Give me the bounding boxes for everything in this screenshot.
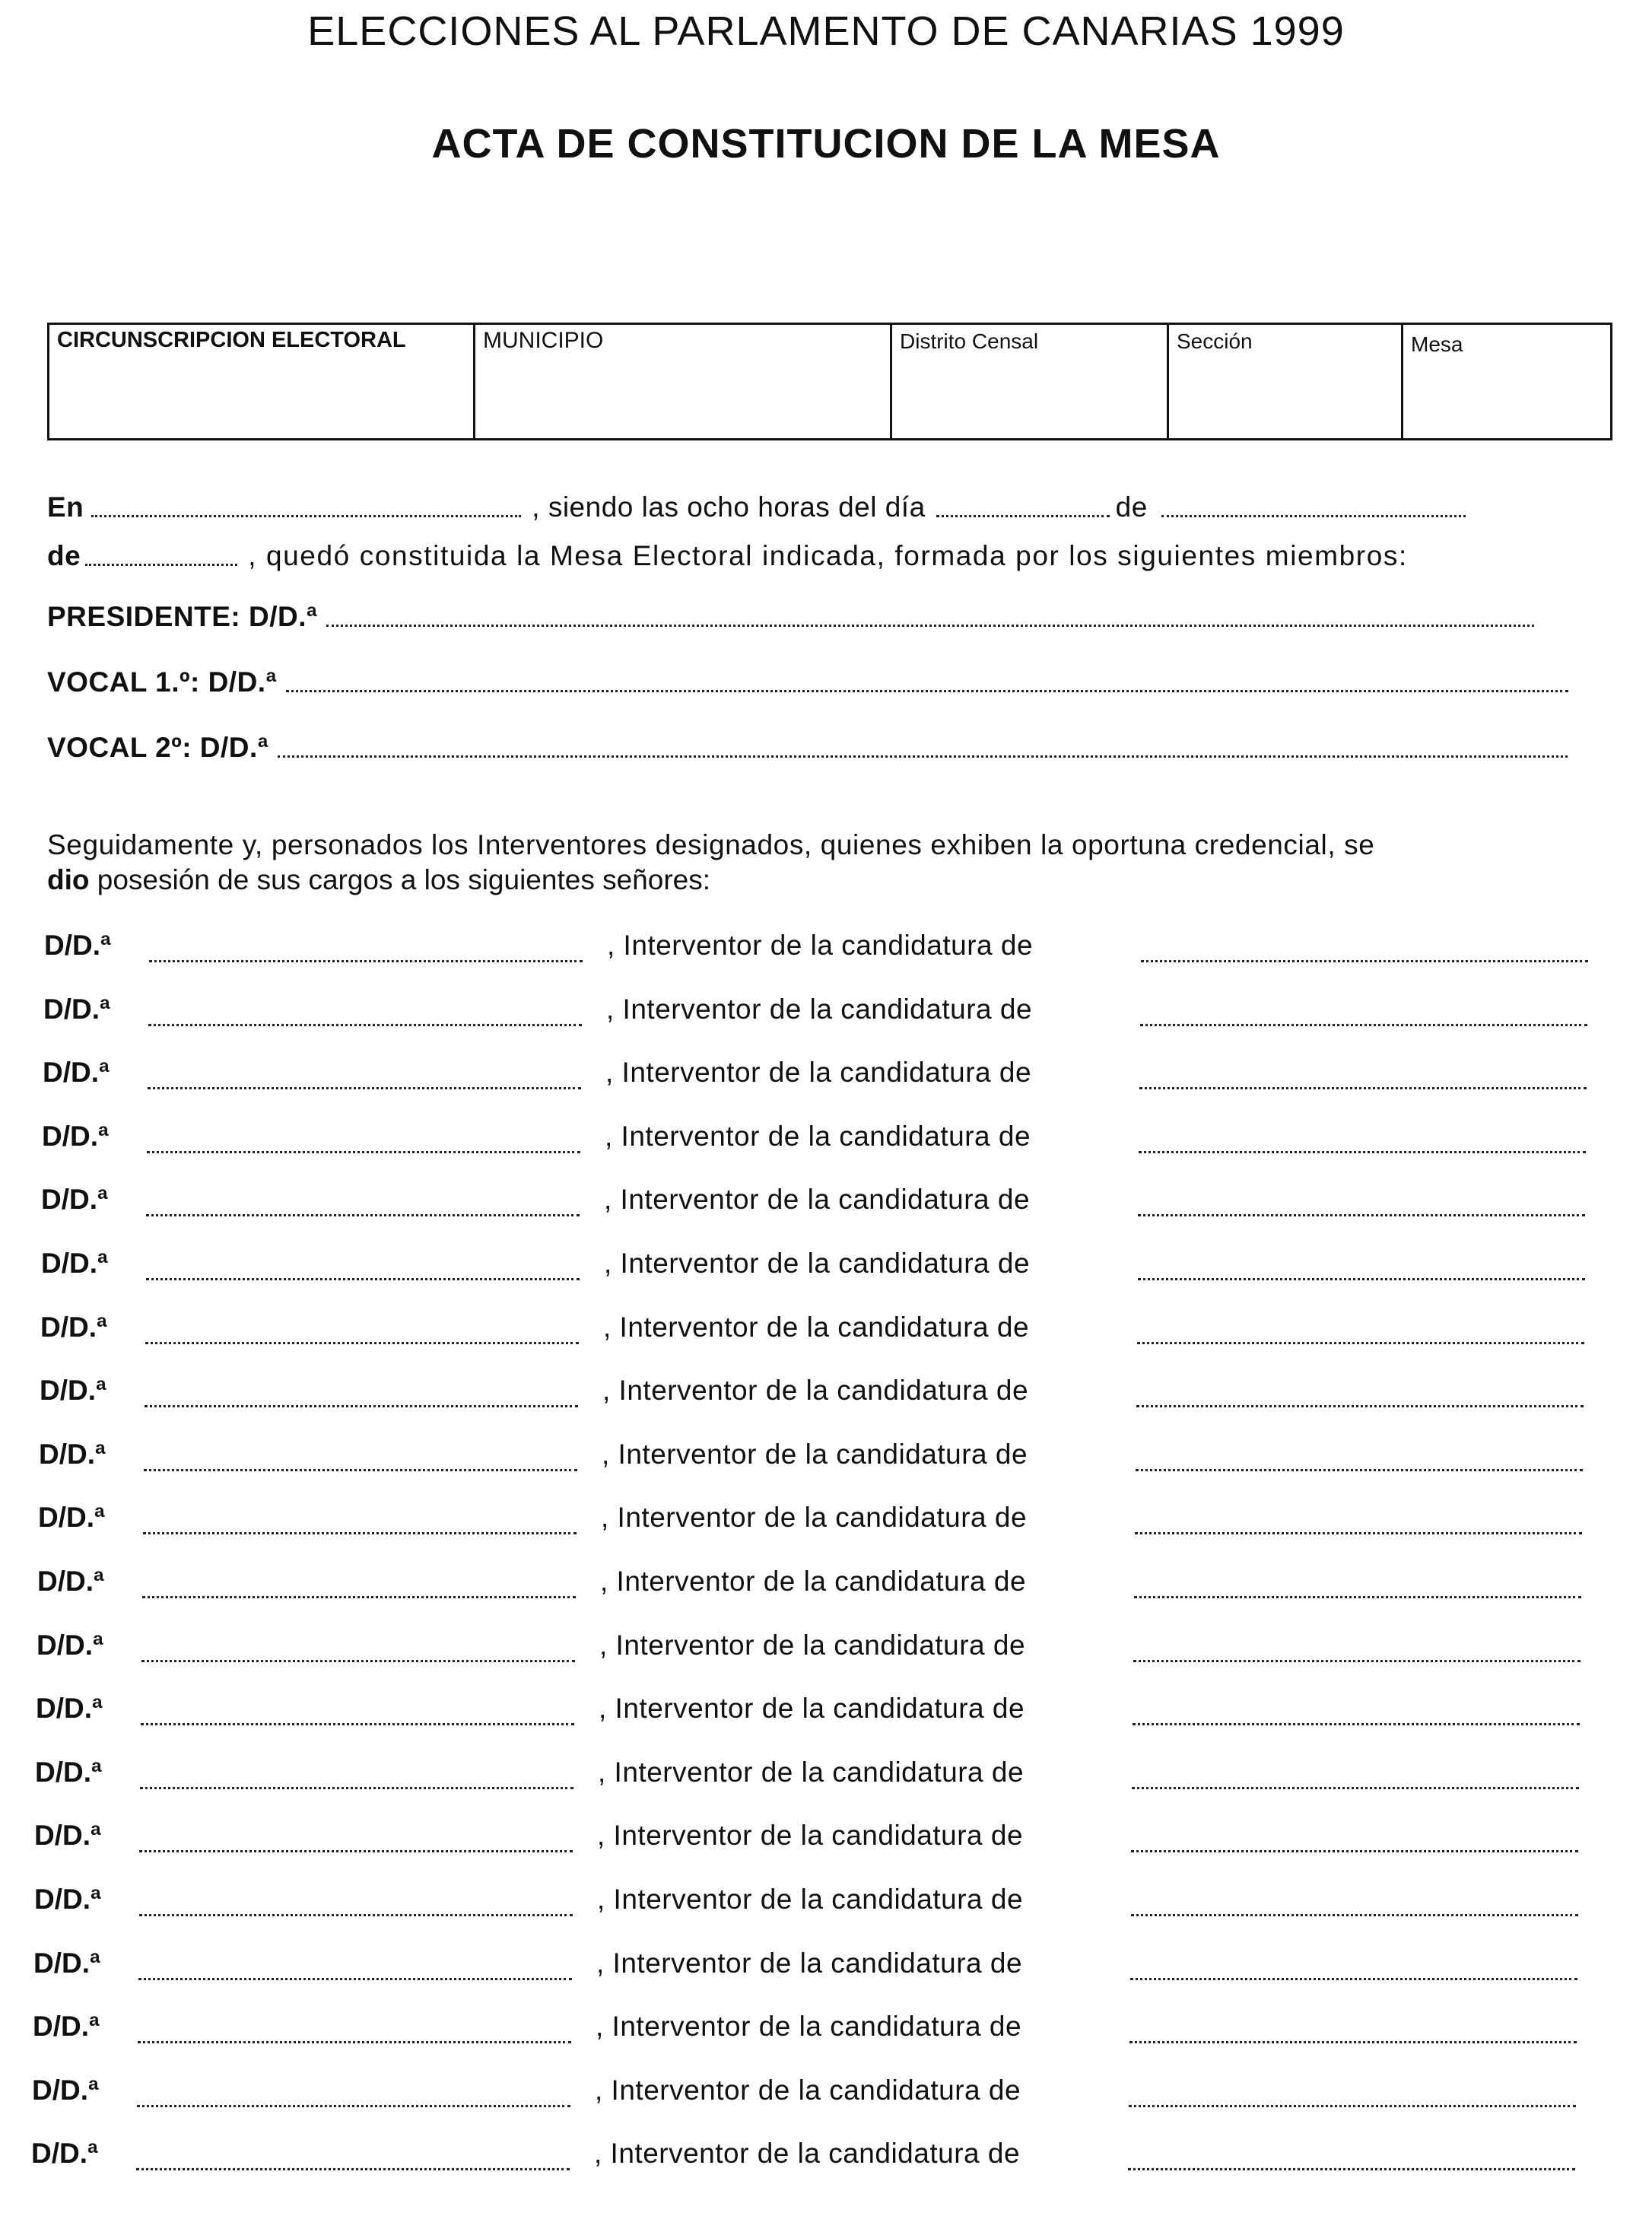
interventor-name-label: D/D.ª bbox=[31, 2138, 98, 2169]
interventor-name-field[interactable] bbox=[145, 1405, 578, 1407]
interventor-name-field[interactable] bbox=[138, 2041, 571, 2043]
interventor-candidatura-text: , Interventor de la candidatura de bbox=[599, 1693, 1025, 1724]
interventor-candidatura-text: , Interventor de la candidatura de bbox=[594, 2138, 1021, 2169]
paragraph-line-2 bbox=[47, 864, 710, 896]
day-field[interactable] bbox=[936, 515, 1110, 517]
interventor-row bbox=[0, 1947, 1652, 1986]
interventor-row bbox=[0, 1375, 1652, 1413]
interventor-row bbox=[0, 994, 1652, 1032]
distrito-field[interactable] bbox=[892, 325, 1169, 438]
interventor-name-label: D/D.ª bbox=[42, 1121, 109, 1152]
interventor-row bbox=[0, 1184, 1652, 1222]
paragraph-line-1: Seguidamente y, personados los Interventores designados, quienes exhiben la oportuna credencial, se bbox=[47, 829, 1375, 860]
header-box bbox=[47, 323, 1612, 440]
interventor-row bbox=[0, 2011, 1652, 2049]
candidatura-field[interactable] bbox=[1131, 1914, 1578, 1916]
candidatura-field[interactable] bbox=[1138, 1278, 1585, 1280]
interventor-name-label: D/D.ª bbox=[41, 1248, 108, 1279]
interventor-row bbox=[0, 1439, 1652, 1477]
interventor-name-field[interactable] bbox=[145, 1342, 579, 1344]
interventor-name-field[interactable] bbox=[141, 1660, 575, 1662]
dio-text: dio bbox=[47, 864, 90, 895]
circunscripcion-field[interactable] bbox=[49, 325, 475, 438]
interventor-candidatura-text: , Interventor de la candidatura de bbox=[595, 2075, 1021, 2106]
interventor-row bbox=[0, 930, 1652, 968]
candidatura-field[interactable] bbox=[1128, 2168, 1575, 2170]
mesa-field[interactable] bbox=[1403, 325, 1610, 438]
interventor-name-field[interactable] bbox=[148, 1024, 582, 1026]
circunscripcion-label: CIRCUNSCRIPCION ELECTORAL bbox=[57, 328, 406, 352]
interventor-row bbox=[0, 1312, 1652, 1350]
distrito-label: Distrito Censal bbox=[900, 329, 1039, 353]
interventor-name-field[interactable] bbox=[139, 1850, 573, 1852]
interventor-row bbox=[0, 1502, 1652, 1540]
candidatura-field[interactable] bbox=[1129, 2041, 1577, 2043]
interventor-row bbox=[0, 2138, 1652, 2176]
interventor-name-label: D/D.ª bbox=[33, 1947, 100, 1979]
en-label: En bbox=[47, 491, 84, 523]
presidente-label: PRESIDENTE: D/D.ª bbox=[47, 601, 318, 632]
interventor-name-label: D/D.ª bbox=[32, 2075, 99, 2106]
interventor-name-label: D/D.ª bbox=[43, 994, 110, 1025]
month-field[interactable] bbox=[1161, 515, 1466, 517]
interventor-name-field[interactable] bbox=[147, 1151, 580, 1153]
candidatura-field[interactable] bbox=[1138, 1214, 1585, 1216]
intro-line-2 bbox=[47, 540, 1612, 572]
interventor-name-field[interactable] bbox=[148, 1087, 581, 1089]
election-title: ELECCIONES AL PARLAMENTO DE CANARIAS 1999 bbox=[307, 8, 1345, 54]
interventor-candidatura-text: , Interventor de la candidatura de bbox=[599, 1629, 1026, 1661]
presidente-row bbox=[47, 601, 1534, 633]
posesion-text: posesión de sus cargos a los siguientes señores: bbox=[89, 864, 711, 895]
interventor-name-label: D/D.ª bbox=[34, 1820, 101, 1851]
de-text-1: de bbox=[1115, 491, 1148, 523]
interventor-candidatura-text: , Interventor de la candidatura de bbox=[598, 1757, 1025, 1788]
interventor-row bbox=[0, 1757, 1652, 1795]
interventor-candidatura-text: , Interventor de la candidatura de bbox=[603, 1312, 1030, 1343]
interventor-row bbox=[0, 1820, 1652, 1858]
interventor-name-label: D/D.ª bbox=[34, 1884, 101, 1915]
interventor-name-label: D/D.ª bbox=[44, 930, 111, 961]
vocal2-label: VOCAL 2º: D/D.ª bbox=[47, 732, 268, 763]
interventor-candidatura-text: , Interventor de la candidatura de bbox=[605, 1121, 1031, 1152]
de-label-2: de bbox=[47, 540, 81, 571]
interventor-row bbox=[0, 1566, 1652, 1604]
interventor-name-label: D/D.ª bbox=[41, 1184, 108, 1215]
seccion-label: Sección bbox=[1177, 329, 1253, 353]
interventor-candidatura-text: , Interventor de la candidatura de bbox=[602, 1375, 1029, 1406]
interventor-name-field[interactable] bbox=[142, 1596, 576, 1598]
interventor-candidatura-text: , Interventor de la candidatura de bbox=[602, 1439, 1028, 1470]
interventor-row bbox=[0, 1248, 1652, 1286]
interventor-name-label: D/D.ª bbox=[33, 2011, 100, 2042]
interventor-row bbox=[0, 1884, 1652, 1922]
presidente-field[interactable] bbox=[326, 625, 1534, 627]
interventor-name-field[interactable] bbox=[143, 1532, 577, 1534]
interventor-name-field[interactable] bbox=[138, 1978, 572, 1980]
mesa-label: Mesa bbox=[1411, 332, 1463, 356]
interventor-candidatura-text: , Interventor de la candidatura de bbox=[605, 1057, 1032, 1088]
candidatura-field[interactable] bbox=[1136, 1405, 1584, 1407]
interventor-name-label: D/D.ª bbox=[36, 1693, 103, 1724]
interventor-candidatura-text: , Interventor de la candidatura de bbox=[604, 1184, 1031, 1215]
interventor-name-label: D/D.ª bbox=[35, 1757, 102, 1788]
interventor-row bbox=[0, 1693, 1652, 1731]
interventor-row bbox=[0, 1121, 1652, 1159]
intro-line-1 bbox=[47, 491, 1612, 523]
interventor-row bbox=[0, 2075, 1652, 2113]
interventor-candidatura-text: , Interventor de la candidatura de bbox=[597, 1884, 1024, 1915]
interventor-name-field[interactable] bbox=[149, 960, 583, 962]
interventor-name-label: D/D.ª bbox=[40, 1312, 107, 1343]
candidatura-field[interactable] bbox=[1133, 1660, 1581, 1662]
interventor-candidatura-text: , Interventor de la candidatura de bbox=[597, 1820, 1024, 1851]
candidatura-field[interactable] bbox=[1140, 1024, 1587, 1026]
interventor-name-field[interactable] bbox=[139, 1914, 573, 1916]
vocal1-row bbox=[47, 666, 1568, 698]
candidatura-field[interactable] bbox=[1134, 1596, 1581, 1598]
interventor-name-field[interactable] bbox=[137, 2105, 570, 2107]
interventor-candidatura-text: , Interventor de la candidatura de bbox=[600, 1566, 1027, 1597]
interventor-name-field[interactable] bbox=[146, 1278, 580, 1280]
interventor-row bbox=[0, 1629, 1652, 1668]
candidatura-field[interactable] bbox=[1129, 2105, 1576, 2107]
candidatura-field[interactable] bbox=[1130, 1978, 1577, 1980]
interventor-row bbox=[0, 1057, 1652, 1095]
interventor-name-label: D/D.ª bbox=[43, 1057, 110, 1088]
municipio-field[interactable] bbox=[475, 325, 892, 438]
interventor-candidatura-text: , Interventor de la candidatura de bbox=[604, 1248, 1031, 1279]
interventor-name-field[interactable] bbox=[140, 1787, 573, 1789]
interventor-candidatura-text: , Interventor de la candidatura de bbox=[596, 1947, 1023, 1979]
interventor-name-label: D/D.ª bbox=[38, 1502, 105, 1533]
interventor-name-field[interactable] bbox=[144, 1469, 577, 1471]
candidatura-field[interactable] bbox=[1136, 1469, 1583, 1471]
candidatura-field[interactable] bbox=[1137, 1342, 1584, 1344]
place-field[interactable] bbox=[91, 515, 521, 517]
vocal1-field[interactable] bbox=[286, 690, 1568, 692]
interventor-name-label: D/D.ª bbox=[40, 1375, 106, 1406]
candidatura-field[interactable] bbox=[1131, 1850, 1578, 1852]
interventor-name-field[interactable] bbox=[146, 1214, 580, 1216]
interventor-name-label: D/D.ª bbox=[37, 1566, 104, 1597]
candidatura-field[interactable] bbox=[1135, 1532, 1582, 1534]
interventor-name-field[interactable] bbox=[141, 1723, 574, 1725]
vocal2-row bbox=[47, 732, 1568, 764]
municipio-label: MUNICIPIO bbox=[483, 328, 604, 353]
vocal2-field[interactable] bbox=[278, 755, 1568, 758]
candidatura-field[interactable] bbox=[1133, 1723, 1580, 1725]
interventor-candidatura-text: , Interventor de la candidatura de bbox=[607, 930, 1034, 961]
candidatura-field[interactable] bbox=[1139, 1087, 1587, 1089]
siendo-text: , siendo las ocho horas del día bbox=[532, 491, 926, 523]
interventor-name-field[interactable] bbox=[136, 2168, 570, 2170]
candidatura-field[interactable] bbox=[1139, 1151, 1586, 1153]
quedo-text: , quedó constituida la Mesa Electoral indicada, formada por los siguientes miembros: bbox=[248, 540, 1408, 571]
interventor-name-label: D/D.ª bbox=[39, 1439, 106, 1470]
interventor-name-label: D/D.ª bbox=[37, 1629, 103, 1661]
acta-title: ACTA DE CONSTITUCION DE LA MESA bbox=[431, 121, 1221, 167]
candidatura-field[interactable] bbox=[1132, 1787, 1579, 1789]
interventor-candidatura-text: , Interventor de la candidatura de bbox=[606, 994, 1033, 1025]
seccion-field[interactable] bbox=[1169, 325, 1403, 438]
interventor-candidatura-text: , Interventor de la candidatura de bbox=[601, 1502, 1028, 1533]
vocal1-label: VOCAL 1.º: D/D.ª bbox=[47, 666, 277, 698]
interventor-candidatura-text: , Interventor de la candidatura de bbox=[596, 2011, 1022, 2042]
year-field[interactable] bbox=[85, 564, 237, 566]
candidatura-field[interactable] bbox=[1141, 960, 1588, 962]
